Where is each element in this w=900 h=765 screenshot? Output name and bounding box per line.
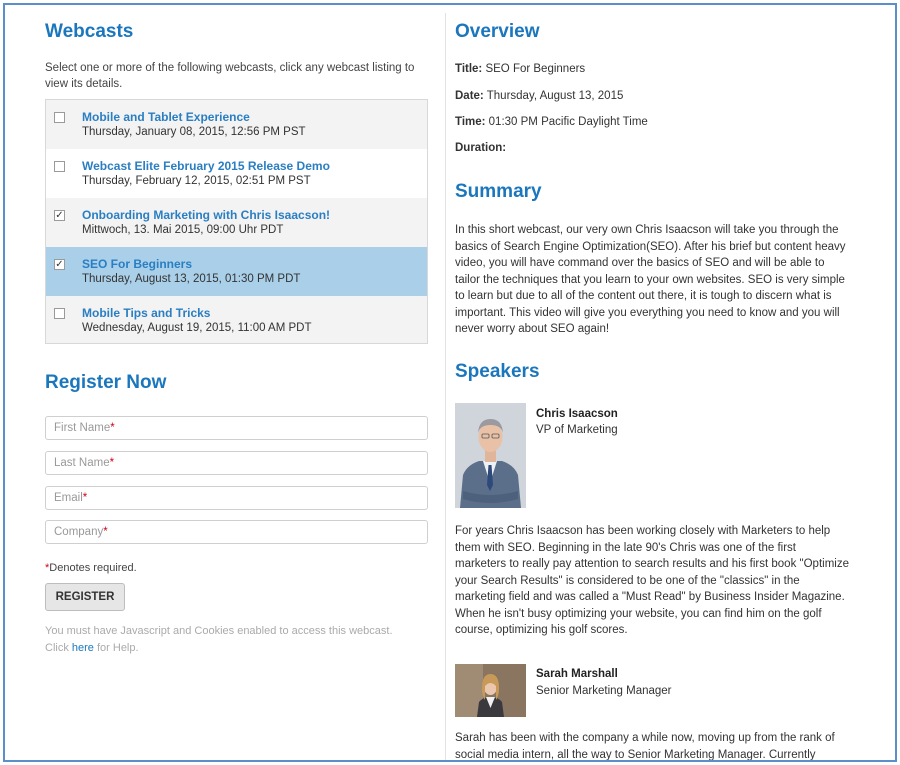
- webcast-checkbox[interactable]: [54, 161, 65, 172]
- webcast-title-link[interactable]: SEO For Beginners: [82, 257, 193, 271]
- webcast-title-link[interactable]: Mobile and Tablet Experience: [82, 110, 250, 124]
- speakers-heading: Speakers: [455, 361, 540, 382]
- overview-duration-row: [455, 142, 506, 154]
- summary-text: In this short webcast, our very own Chris Isaacson will take you through the basics of Search Engine Optimization(SEO). After his brief but content heavy video, you will have command over the basics of SEO and will be able to tailor the techniques that you learn to your own websites. SEO is very simple to learn but due to all of the content out there, it is tough to discern what is important. This video will give you everything you need to know and you will never worry about SEO again!: [455, 224, 846, 335]
- for-help-text: for Help.: [93, 642, 139, 654]
- checkmark-icon: ✓: [55, 210, 64, 221]
- webcast-title-link[interactable]: Onboarding Marketing with Chris Isaacson!: [82, 208, 331, 222]
- webcast-registration-page: [3, 3, 897, 762]
- webcast-item-selected[interactable]: [46, 247, 427, 296]
- speaker-name: Sarah Marshall: [536, 668, 618, 680]
- checkmark-icon: ✓: [55, 259, 64, 270]
- webcast-date: Thursday, January 08, 2015, 12:56 PM PST: [82, 126, 306, 138]
- email-placeholder: Email: [54, 492, 83, 504]
- title-label: Title:: [455, 63, 483, 75]
- required-note: [45, 562, 137, 574]
- required-mark: *: [109, 457, 115, 469]
- webcast-item[interactable]: [46, 149, 427, 198]
- webcast-checkbox[interactable]: [54, 210, 65, 221]
- webcast-item[interactable]: [46, 296, 427, 345]
- time-label: Time:: [455, 116, 486, 128]
- last-name-input[interactable]: [45, 451, 428, 475]
- webcast-title-link[interactable]: Mobile Tips and Tricks: [82, 306, 211, 320]
- last-name-placeholder: Last Name: [54, 457, 110, 469]
- overview-time-row: [455, 116, 648, 128]
- company-input[interactable]: [45, 520, 428, 544]
- overview-date-row: [455, 90, 623, 102]
- overview-title-row: [455, 63, 585, 75]
- requirements-note: [45, 623, 430, 657]
- first-name-input[interactable]: [45, 416, 428, 440]
- company-placeholder: Company: [54, 526, 104, 538]
- required-mark: *: [103, 526, 108, 538]
- date-label: Date:: [455, 90, 484, 102]
- webcast-date: Thursday, August 13, 2015, 01:30 PM PDT: [82, 273, 301, 285]
- denotes-required-text: Denotes required.: [49, 562, 137, 574]
- webcast-date: Mittwoch, 13. Mai 2015, 09:00 Uhr PDT: [82, 224, 284, 236]
- webcasts-heading: Webcasts: [45, 21, 134, 42]
- webcast-date: Wednesday, August 19, 2015, 11:00 AM PDT: [82, 322, 312, 334]
- title-value: SEO For Beginners: [482, 63, 586, 75]
- speaker-bio: Sarah has been with the company a while now, moving up from the rank of social media intern, all the way to Senior Marketing Manager. Currently: [455, 732, 835, 761]
- webcast-item[interactable]: [46, 100, 427, 149]
- overview-heading: Overview: [455, 21, 540, 42]
- person-portrait-icon: [455, 664, 526, 717]
- webcast-checkbox[interactable]: [54, 259, 65, 270]
- speaker-role: VP of Marketing: [536, 424, 618, 436]
- time-value: 01:30 PM Pacific Daylight Time: [485, 116, 648, 128]
- date-value: Thursday, August 13, 2015: [483, 90, 624, 102]
- speaker-bio: For years Chris Isaacson has been working closely with Marketers to help them with SEO. Beginning in the late 90's Chris was one of the first marketers to really pay attention to search results and his first book "Optimize your Search Results" is considered to be one of the "classics" in the marketing field and was called a "Must Read" by Business Insider Magazine. When he isn't busy optimizing your website, you can find him on the golf course, optimizing his golf scores.: [455, 525, 849, 636]
- register-heading: Register Now: [45, 372, 167, 393]
- webcast-title-link[interactable]: Webcast Elite February 2015 Release Demo: [82, 159, 330, 173]
- speaker-role: Senior Marketing Manager: [536, 685, 672, 697]
- required-mark: *: [45, 562, 50, 574]
- required-mark: *: [82, 492, 88, 504]
- webcasts-intro: Select one or more of the following webcasts, click any webcast listing to view its details.: [45, 62, 415, 90]
- speaker-photo-chris-isaacson: [455, 403, 526, 508]
- speaker-photo-sarah-marshall: [455, 664, 526, 717]
- speaker-name: Chris Isaacson: [536, 408, 618, 420]
- webcast-checkbox[interactable]: [54, 112, 65, 123]
- column-divider: [445, 13, 446, 760]
- click-text: Click: [45, 642, 72, 654]
- webcast-checkbox[interactable]: [54, 308, 65, 319]
- required-mark: *: [110, 422, 115, 434]
- webcast-item[interactable]: [46, 198, 427, 247]
- summary-heading: Summary: [455, 181, 542, 202]
- webcast-list: [45, 99, 428, 344]
- duration-label: Duration:: [455, 142, 507, 154]
- webcast-date: Thursday, February 12, 2015, 02:51 PM PST: [82, 175, 311, 187]
- person-portrait-icon: [455, 403, 526, 508]
- first-name-placeholder: First Name: [54, 422, 111, 434]
- help-link[interactable]: here: [71, 642, 94, 654]
- requirements-text: You must have Javascript and Cookies enabled to access this webcast.: [45, 625, 393, 637]
- email-input[interactable]: [45, 486, 428, 510]
- register-button[interactable]: REGISTER: [45, 583, 125, 611]
